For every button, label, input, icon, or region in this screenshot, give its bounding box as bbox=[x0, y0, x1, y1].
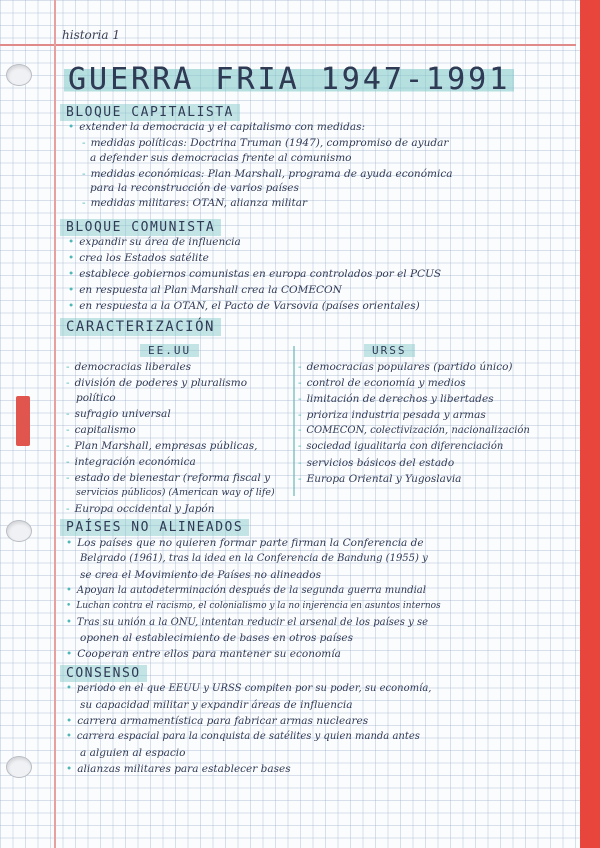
list-item: • Tras su unión a la ONU, intentan reducir el arsenal de los países y se bbox=[66, 617, 428, 628]
page-title-text: GUERRA FRIA 1947-1991 bbox=[64, 62, 514, 97]
list-item: servicios públicos) (American way of life) bbox=[76, 487, 275, 498]
dash-icon: - bbox=[298, 457, 302, 469]
list-item: - estado de bienestar (reforma fiscal y bbox=[66, 472, 271, 484]
list-item: - Plan Marshall, empresas públicas, bbox=[66, 440, 258, 452]
list-item: • Apoyan la autodeterminación después de la segunda guerra mundial bbox=[66, 585, 426, 596]
dash-icon: - bbox=[82, 137, 86, 149]
list-item: • Los países que no quieren formar parte firman la Conferencia de bbox=[66, 537, 424, 549]
bullet-icon: • bbox=[66, 617, 72, 628]
dash-icon: - bbox=[66, 503, 70, 515]
punch-hole-icon bbox=[6, 520, 32, 542]
list-item: Belgrado (1961), tras la idea en la Conferencia de Bandung (1955) y bbox=[80, 553, 428, 564]
page-header-label: historia 1 bbox=[62, 28, 120, 42]
dash-icon: - bbox=[66, 424, 70, 436]
dash-icon: - bbox=[298, 473, 302, 485]
list-item: - capitalismo bbox=[66, 424, 136, 436]
list-item: • carrera espacial para la conquista de satélites y quien manda antes bbox=[66, 731, 420, 742]
list-item: - Europa occidental y Japón bbox=[66, 503, 215, 515]
list-item: • alianzas militares para establecer bases bbox=[66, 763, 291, 775]
list-item: - COMECON, colectivización, nacionalización bbox=[298, 425, 530, 436]
bullet-icon: • bbox=[66, 585, 72, 596]
list-item: - medidas militares: OTAN, alianza militar bbox=[82, 197, 307, 209]
list-item: • en respuesta al Plan Marshall crea la COMECON bbox=[68, 284, 342, 296]
list-item: - democracias populares (partido único) bbox=[298, 361, 513, 373]
bullet-icon: • bbox=[68, 268, 75, 280]
list-item: • establece gobiernos comunistas en europa controlados por el PCUS bbox=[68, 268, 442, 280]
bullet-icon: • bbox=[66, 648, 73, 660]
list-item: - medidas políticas: Doctrina Truman (1947), compromiso de ayudar bbox=[82, 137, 449, 149]
list-item: • expandir su área de influencia bbox=[68, 236, 241, 248]
dash-icon: - bbox=[298, 441, 302, 452]
list-item: su capacidad militar y expandir áreas de influencia bbox=[80, 699, 353, 711]
list-item: - sufragio universal bbox=[66, 408, 171, 420]
bullet-icon: • bbox=[66, 537, 73, 549]
bullet-icon: • bbox=[68, 284, 75, 296]
list-item: - limitación de derechos y libertades bbox=[298, 393, 494, 405]
stamp-icon bbox=[16, 396, 30, 446]
punch-hole-icon bbox=[6, 756, 32, 778]
red-edge-band bbox=[580, 0, 600, 848]
heading-eeuu: EE.UU bbox=[140, 344, 199, 357]
list-item: • en respuesta a la OTAN, el Pacto de Varsovia (países orientales) bbox=[68, 300, 420, 312]
list-item: • periodo en el que EEUU y URSS compiten por su poder, su economía, bbox=[66, 683, 432, 694]
dash-icon: - bbox=[298, 377, 302, 389]
list-item: - servicios básicos del estado bbox=[298, 457, 455, 469]
bullet-icon: • bbox=[68, 252, 75, 264]
dash-icon: - bbox=[66, 377, 70, 389]
page-title bbox=[64, 62, 514, 97]
left-margin bbox=[54, 0, 56, 848]
heading-no-alineados: PAÍSES NO ALINEADOS bbox=[60, 519, 249, 536]
list-item: a defender sus democracias frente al comunismo bbox=[90, 152, 352, 164]
dash-icon: - bbox=[66, 408, 70, 420]
list-item: a alguien al espacio bbox=[80, 747, 186, 759]
dash-icon: - bbox=[298, 425, 302, 436]
list-item: - control de economía y medios bbox=[298, 377, 466, 389]
column-divider bbox=[293, 346, 295, 496]
dash-icon: - bbox=[66, 440, 70, 452]
dash-icon: - bbox=[82, 197, 86, 209]
list-item: • extender la democracia y el capitalismo con medidas: bbox=[68, 121, 366, 133]
bullet-icon: • bbox=[66, 763, 73, 775]
heading-bloque-comunista: BLOQUE COMUNISTA bbox=[60, 219, 221, 236]
list-item: político bbox=[76, 392, 116, 404]
dash-icon: - bbox=[298, 393, 302, 405]
list-item: oponen al establecimiento de bases en otros países bbox=[80, 632, 354, 644]
list-item: se crea el Movimiento de Países no alineados bbox=[80, 569, 321, 581]
list-item: - Europa Oriental y Yugoslavia bbox=[298, 473, 462, 485]
list-item: - integración económica bbox=[66, 456, 196, 468]
list-item: - medidas económicas: Plan Marshall, programa de ayuda económica bbox=[82, 168, 453, 180]
list-item: • crea los Estados satélite bbox=[68, 252, 209, 264]
punch-hole-icon bbox=[6, 64, 32, 86]
heading-caracterizacion: CARACTERIZACIÓN bbox=[60, 318, 221, 336]
list-item: para la reconstrucción de varios países bbox=[90, 182, 299, 194]
dash-icon: - bbox=[66, 361, 70, 373]
dash-icon: - bbox=[66, 456, 70, 468]
bullet-icon: • bbox=[68, 300, 75, 312]
list-item: • carrera armamentística para fabricar armas nucleares bbox=[66, 715, 369, 727]
bullet-icon: • bbox=[66, 731, 72, 742]
heading-consenso: CONSENSO bbox=[60, 665, 147, 682]
bullet-icon: • bbox=[68, 121, 75, 133]
bullet-icon: • bbox=[66, 601, 72, 611]
list-item: • Cooperan entre ellos para mantener su economía bbox=[66, 648, 341, 660]
top-rule bbox=[0, 44, 576, 46]
bullet-icon: • bbox=[66, 683, 72, 694]
list-item: • Luchan contra el racismo, el colonialismo y la no injerencia en asuntos internos bbox=[66, 601, 441, 611]
list-item: - división de poderes y pluralismo bbox=[66, 377, 248, 389]
list-item: - prioriza industria pesada y armas bbox=[298, 409, 486, 421]
dash-icon: - bbox=[82, 168, 86, 180]
bullet-icon: • bbox=[66, 715, 73, 727]
list-item: - sociedad igualitaria con diferenciación bbox=[298, 441, 504, 452]
heading-bloque-capitalista: BLOQUE CAPITALISTA bbox=[60, 104, 240, 121]
bullet-icon: • bbox=[68, 236, 75, 248]
dash-icon: - bbox=[298, 361, 302, 373]
dash-icon: - bbox=[66, 472, 70, 484]
list-item: - democracias liberales bbox=[66, 361, 192, 373]
heading-urss: URSS bbox=[364, 344, 415, 357]
dash-icon: - bbox=[298, 409, 302, 421]
